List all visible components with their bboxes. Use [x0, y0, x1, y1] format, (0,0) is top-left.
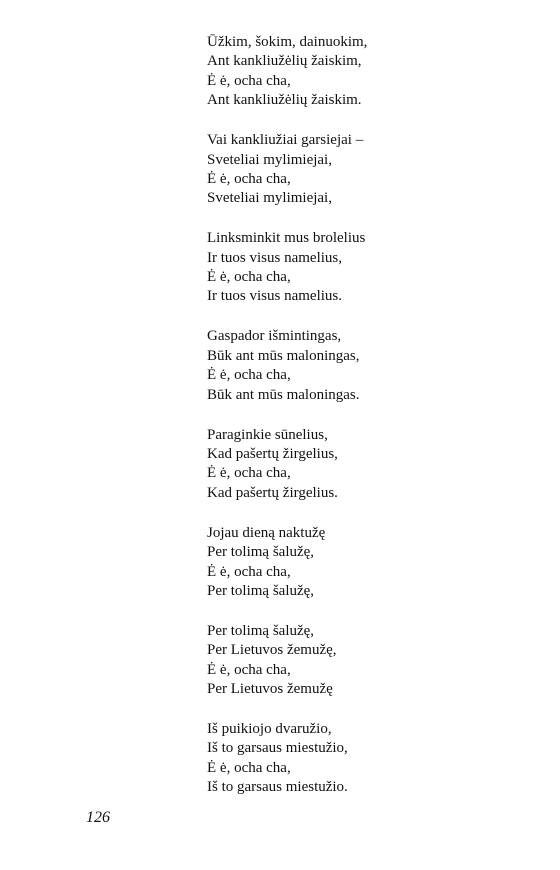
poem-line: Per tolimą šalužę, [207, 622, 315, 639]
stanza-6 [207, 524, 527, 602]
poem-line: Ūžkim, šokim, dainuokim, [207, 34, 368, 50]
poem-line: Ė ė, ocha cha, [207, 72, 291, 89]
stanza-8 [207, 720, 527, 798]
poem-line: Kad pašertų žirgelius, [207, 446, 338, 463]
poem-line: Per tolimą šalužę, [207, 582, 315, 599]
poem-line: Sveteliai mylimiejai, [207, 190, 332, 207]
poem-line: Ė ė, ocha cha, [207, 563, 291, 580]
poem-line: Ė ė, ocha cha, [207, 465, 291, 482]
poem-line: Vai kankliužiai garsiejai – [207, 132, 364, 149]
poem-line: Iš puikiojo dvaružio, [207, 721, 332, 738]
stanza-1 [207, 33, 527, 111]
poem-line: Ė ė, ocha cha, [207, 170, 291, 187]
poem-line: Iš to garsaus miestužio, [207, 740, 348, 757]
poem-line: Būk ant mūs maloningas, [207, 347, 360, 364]
poem-line: Ir tuos visus namelius, [207, 249, 342, 266]
stanza-3 [207, 229, 527, 307]
poem-line: Ir tuos visus namelius. [207, 288, 342, 305]
stanza-7 [207, 622, 527, 700]
poem-line: Jojau dieną naktužę [207, 524, 326, 541]
poem-line: Sveteliai mylimiejai, [207, 151, 332, 168]
page-number: 126 [86, 809, 110, 826]
poem-line: Iš to garsaus miestužio. [207, 779, 348, 796]
poem-line: Per Lietuvos žemužę, [207, 642, 337, 659]
poem [207, 33, 527, 818]
stanza-4 [207, 327, 527, 405]
poem-line: Kad pašertų žirgelius. [207, 484, 338, 501]
poem-line: Ė ė, ocha cha, [207, 367, 291, 384]
poem-line: Linksminkit mus brolelius [207, 230, 366, 247]
poem-line: Ė ė, ocha cha, [207, 759, 291, 776]
poem-line: Paraginkie sūnelius, [207, 426, 328, 443]
poem-line: Ant kankliužėlių žaiskim, [207, 53, 362, 70]
poem-line: Ant kankliužėlių žaiskim. [207, 92, 362, 109]
poem-line: Ė ė, ocha cha, [207, 661, 291, 678]
poem-line: Per Lietuvos žemužę [207, 681, 333, 698]
poem-line: Per tolimą šalužę, [207, 544, 315, 561]
stanza-2 [207, 131, 527, 209]
stanza-5 [207, 426, 527, 504]
poem-line: Gaspador išmintingas, [207, 328, 342, 345]
poem-line: Būk ant mūs maloningas. [207, 386, 360, 403]
poem-line: Ė ė, ocha cha, [207, 269, 291, 286]
